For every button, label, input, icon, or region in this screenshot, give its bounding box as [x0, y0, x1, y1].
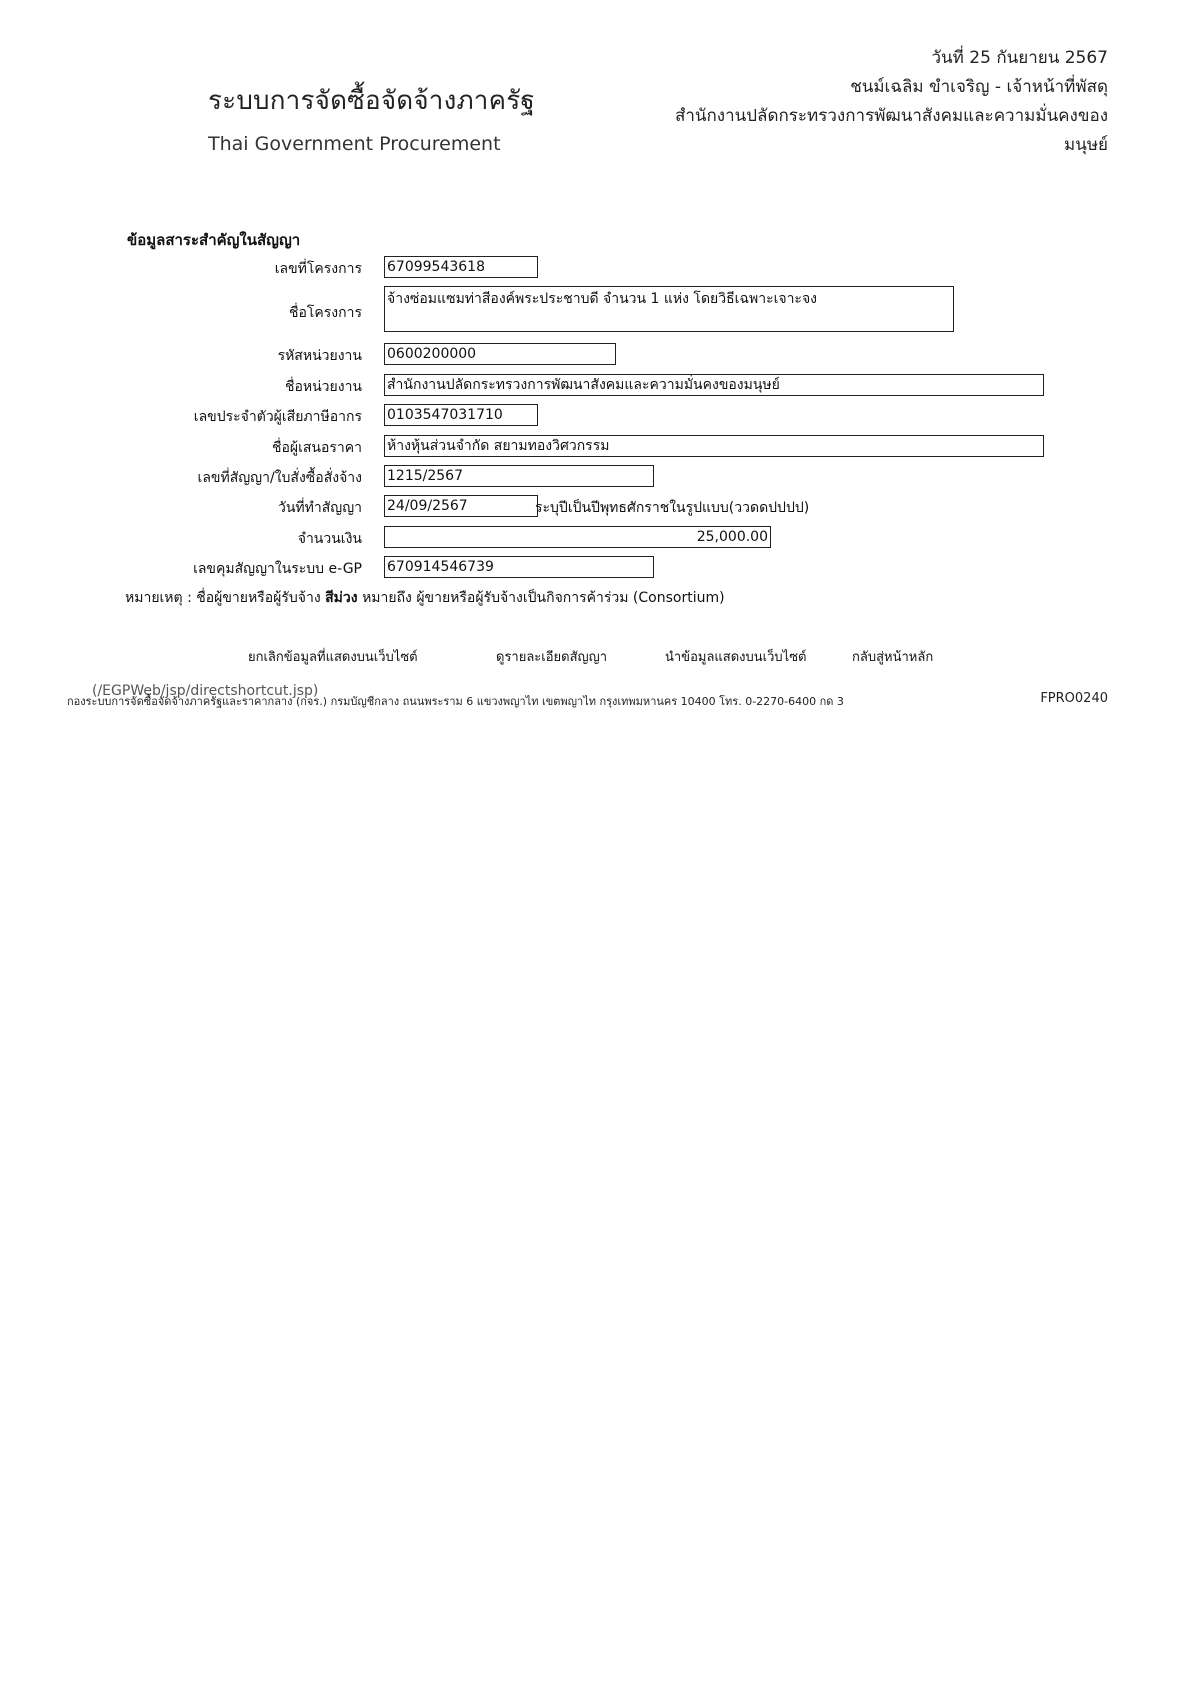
- system-title-english: Thai Government Procurement: [208, 133, 501, 155]
- consortium-note: [125, 587, 725, 609]
- agency-code-field[interactable]: 0600200000: [384, 343, 616, 365]
- note-highlight: สีม่วง: [325, 590, 358, 606]
- agency-name-label: ชื่อหน่วยงาน: [284, 379, 362, 395]
- tax-id-field[interactable]: 0103547031710: [384, 404, 538, 426]
- note-prefix: หมายเหตุ : ชื่อผู้ขายหรือผู้รับจ้าง: [125, 590, 321, 606]
- agency-code-label: รหัสหน่วยงาน: [277, 348, 362, 364]
- footer-address: กองระบบการจัดซื้อจัดจ้างภาครัฐและราคากลาง (กจร.) กรมบัญชีกลาง ถนนพระราม 6 แขวงพญาไท เขตพญาไท กรุงเทพมหานคร 10400 โทร. 0-2270-6400 กด 3: [67, 695, 844, 708]
- project-name-label: ชื่อโครงการ: [288, 305, 362, 321]
- document-date: วันที่ 25 กันยายน 2567: [931, 48, 1108, 68]
- project-no-field[interactable]: 67099543618: [384, 256, 538, 278]
- note-suffix: หมายถึง ผู้ขายหรือผู้รับจ้างเป็นกิจการค้าร่วม (Consortium): [362, 590, 725, 606]
- cancel-display-link[interactable]: ยกเลิกข้อมูลที่แสดงบนเว็บไซต์: [248, 650, 418, 665]
- contract-date-field[interactable]: 24/09/2567: [384, 495, 538, 517]
- officer-name: ชนม์เฉลิม ขำเจริญ - เจ้าหน้าที่พัสดุ: [850, 77, 1108, 97]
- contract-no-field[interactable]: 1215/2567: [384, 465, 654, 487]
- bidder-field[interactable]: ห้างหุ้นส่วนจำกัด สยามทองวิศวกรรม: [384, 435, 1044, 457]
- contract-no-label: เลขที่สัญญา/ใบสั่งซื้อสั่งจ้าง: [197, 470, 362, 486]
- bidder-label: ชื่อผู้เสนอราคา: [271, 440, 362, 456]
- system-title-thai: ระบบการจัดซื้อจัดจ้างภาครัฐ: [208, 86, 535, 116]
- header-info: [638, 44, 1108, 160]
- project-name-field[interactable]: จ้างซ่อมแซมท่าสีองค์พระประชาบดี จำนวน 1 แห่ง โดยวิธีเฉพาะเจาะจง: [384, 286, 954, 332]
- amount-label: จำนวนเงิน: [297, 531, 362, 547]
- footer-url: (/EGPWeb/jsp/directshortcut.jsp): [92, 683, 319, 699]
- contract-date-label: วันที่ทำสัญญา: [277, 500, 362, 516]
- egp-no-label: เลขคุมสัญญาในระบบ e-GP: [193, 561, 362, 577]
- publish-link[interactable]: นำข้อมูลแสดงบนเว็บไซต์: [665, 650, 807, 665]
- view-details-link[interactable]: ดูรายละเอียดสัญญา: [496, 650, 607, 665]
- agency-name-header: สำนักงานปลัดกระทรวงการพัฒนาสังคมและความมั่นคงของมนุษย์: [674, 106, 1108, 155]
- agency-name-field[interactable]: สำนักงานปลัดกระทรวงการพัฒนาสังคมและความมั่นคงของมนุษย์: [384, 374, 1044, 396]
- egp-no-field[interactable]: 670914546739: [384, 556, 654, 578]
- project-no-label: เลขที่โครงการ: [274, 261, 362, 277]
- amount-field[interactable]: 25,000.00: [384, 526, 771, 548]
- form-code: FPRO0240: [1040, 691, 1108, 706]
- section-title: ข้อมูลสาระสำคัญในสัญญา: [127, 231, 301, 249]
- contract-date-hint: ระบุปีเป็นปีพุทธศักราชในรูปแบบ(ววดดปปปป): [535, 500, 810, 516]
- tax-id-label: เลขประจำตัวผู้เสียภาษีอากร: [193, 409, 362, 425]
- back-home-link[interactable]: กลับสู่หน้าหลัก: [852, 650, 934, 665]
